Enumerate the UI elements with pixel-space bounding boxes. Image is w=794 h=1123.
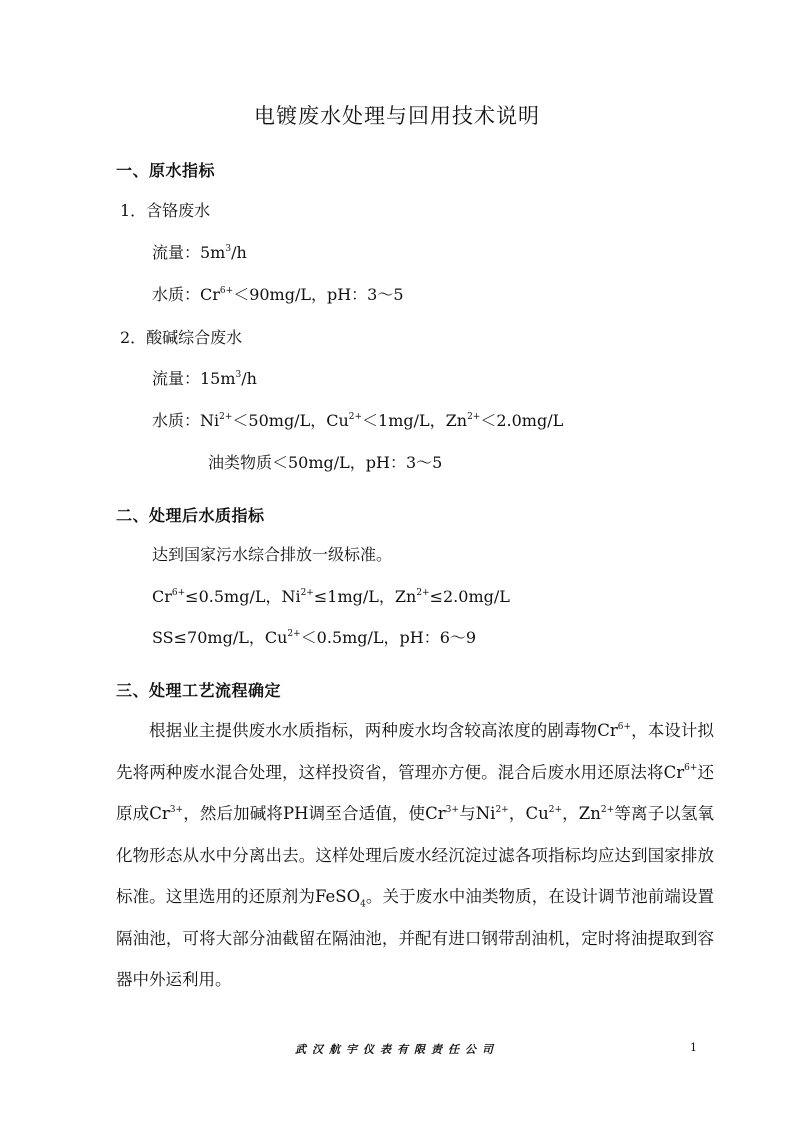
treated-ss-ph-limits: SS≤70mg/L，$Cu^{2+}<0.5mg/L$，pH：6～9 — [152, 628, 477, 647]
section-heading-raw-water: 一、原水指标 — [116, 161, 216, 180]
treated-metals-limits: $Cr^{6+}\le 0.5mg/L$，$Ni^{2+}\le 1mg/L$，$Zn^{2+}\le 2.0mg/L$ — [152, 587, 510, 606]
item-chromium-wastewater: 1．含铬废水 — [120, 201, 211, 220]
page-number: 1 — [690, 1041, 697, 1054]
chromium-flow-rate: 流量：$5m^3/h$ — [152, 243, 247, 262]
acid-alkali-oil-content: 油类物质＜50mg/L，pH：3～5 — [208, 453, 443, 472]
footer-company-name: 武汉航宇仪表有限责任公司 — [295, 1043, 499, 1056]
acid-alkali-water-quality: 水质：$Ni^{2+}<50mg/L$，$Cu^{2+}<1mg/L$，$Zn^{2+}<2.0mg/L$ — [152, 411, 564, 430]
page-title: 电镀废水处理与回用技术说明 — [254, 104, 540, 128]
item-acid-alkali-wastewater: 2．酸碱综合废水 — [120, 328, 243, 347]
section-heading-process: 三、处理工艺流程确定 — [116, 681, 282, 700]
discharge-standard: 达到国家污水综合排放一级标准。 — [152, 545, 393, 564]
acid-alkali-flow-rate: 流量：$15m^3/h$ — [152, 369, 257, 388]
chromium-water-quality: 水质：$Cr^{6+}<90mg/L$，pH：3～5 — [152, 285, 404, 304]
section-heading-treated-water: 二、处理后水质指标 — [116, 506, 265, 525]
process-description-paragraph: 根据业主提供废水水质指标，两种废水均含较高浓度的剧毒物$Cr^{6+}$，本设计拟先将两种废水混合处理，这样投资省，管理亦方便。混合后废水用还原法将$Cr^{6+}$还原成$Cr^{3+}$，然后加碱将PH调至合适值，使$Cr^{3+}$与$Ni^{2+}$，$Cu^{2+}$，$Zn^{2+}$等离子以氢氧化物形态从水中分离出去。这样处理后废水经沉淀过滤各项指标均应达到国家排放标准。这里选用的还原剂为FeSO$_4$。关于废水中油类物质，在设计调节池前端设置隔油池，可将大部分油截留在隔油池，并配有进口钢带刮油机，定时将油提取到容器中外运利用。 — [116, 721, 715, 989]
